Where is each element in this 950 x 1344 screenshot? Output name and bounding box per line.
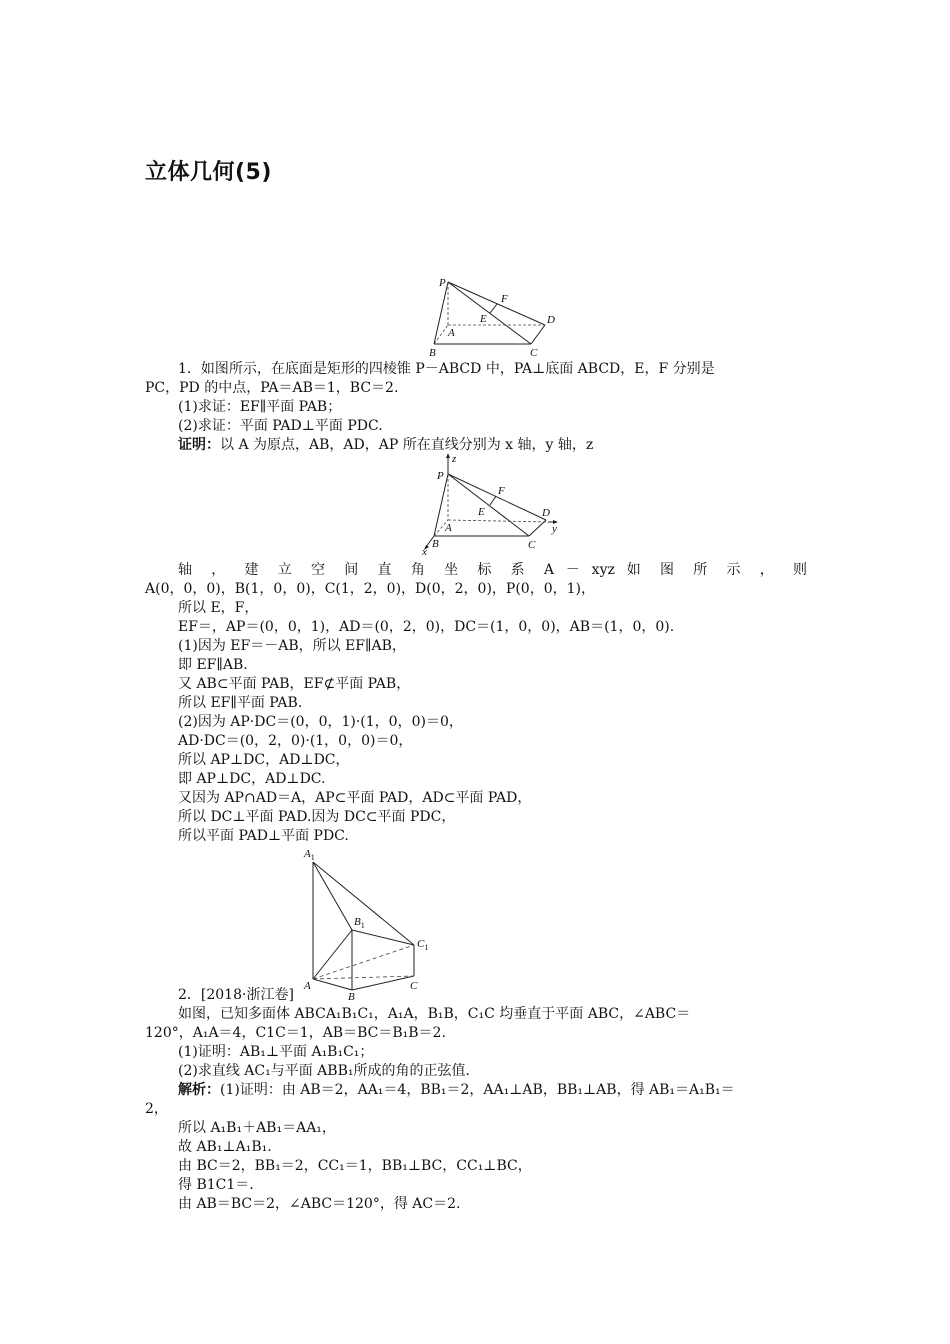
- problem2-part2: (2)求直线 AC₁与平面 ABB₁所成的角的正弦值.: [178, 1063, 470, 1079]
- problem1-part1: (1)求证：EF∥平面 PAB；: [178, 399, 342, 415]
- analysis-line: 由 AB＝BC＝2，∠ABC＝120°，得 AC＝2.: [178, 1196, 461, 1212]
- proof-line: (1)因为 EF＝－AB，所以 EF∥AB，: [178, 638, 406, 654]
- problem1-statement: 1．如图所示，在底面是矩形的四棱锥 P－ABCD 中，PA⊥底面 ABCD，E，F 分别是: [178, 361, 715, 377]
- problem2-part1: (1)证明：AB₁⊥平面 A₁B₁C₁；: [178, 1044, 374, 1060]
- analysis-label: 解析：: [178, 1082, 220, 1098]
- label-C: C: [528, 539, 536, 551]
- label-F: F: [501, 293, 508, 305]
- label-D: D: [542, 507, 550, 519]
- label-B: B: [348, 991, 355, 1003]
- label-A: A: [445, 522, 452, 534]
- label-B: B: [432, 538, 439, 550]
- proof-line: 所以 EF∥平面 PAB.: [178, 695, 303, 711]
- label-E: E: [480, 313, 487, 325]
- analysis-line: 由 BC＝2，BB₁＝2，CC₁＝1，BB₁⊥BC，CC₁⊥BC，: [178, 1158, 532, 1174]
- problem2-source: 2．[2018·浙江卷]: [178, 987, 294, 1003]
- proof-intro: 证明：以 A 为原点，AB，AD，AP 所在直线分别为 x 轴，y 轴，z: [178, 437, 594, 453]
- polyhedron-figure: [296, 845, 441, 1003]
- proof-line: EF＝，AP＝(0，0，1)，AD＝(0，2，0)，DC＝(1，0，0)，AB＝(1，0，0).: [178, 619, 675, 635]
- label-A: A: [448, 327, 455, 339]
- analysis-line: 所以 A₁B₁＋AB₁＝AA₁，: [178, 1120, 336, 1136]
- pyramid-figure: [420, 272, 565, 360]
- coord-points: A(0，0，0)，B(1，0，0)，C(1，2，0)，D(0，2，0)，P(0，0，1)，: [145, 581, 595, 597]
- axis-label-z: z: [452, 453, 457, 465]
- proof-line: 又因为 AP∩AD＝A，AP⊂平面 PAD，AD⊂平面 PAD，: [178, 790, 532, 806]
- analysis-line: 故 AB₁⊥A₁B₁.: [178, 1139, 272, 1155]
- coord-setup: 轴 ， 建 立 空 间 直 角 坐 标 系 A － xyz 如 图 所 示 ， 则: [178, 562, 807, 578]
- proof-line: 即 AP⊥DC，AD⊥DC.: [178, 771, 326, 787]
- label-E: E: [478, 506, 485, 518]
- page-title: 立体几何(5): [145, 160, 272, 185]
- proof-label: 证明：: [178, 437, 220, 453]
- label-P: P: [437, 470, 444, 482]
- problem2-statement: 如图，已知多面体 ABCA₁B₁C₁，A₁A，B₁B，C₁C 均垂直于平面 ABC，∠ABC＝: [178, 1006, 691, 1022]
- label-P: P: [439, 277, 446, 289]
- analysis-intro: 解析：(1)证明：由 AB＝2，AA₁＝4，BB₁＝2，AA₁⊥AB，BB₁⊥AB，得 AB₁＝A₁B₁＝: [178, 1082, 735, 1098]
- label-B: B: [429, 347, 436, 359]
- proof-line: 又 AB⊂平面 PAB，EF⊄平面 PAB，: [178, 676, 411, 692]
- label-F: F: [498, 485, 505, 497]
- proof-line: 所以 E，F，: [178, 600, 259, 616]
- coordinate-figure: [418, 452, 568, 558]
- proof-line: 所以 AP⊥DC，AD⊥DC，: [178, 752, 350, 768]
- proof-line: 所以 DC⊥平面 PAD.因为 DC⊂平面 PDC，: [178, 809, 456, 825]
- proof-line: (2)因为 AP·DC＝(0，0，1)·(1，0，0)＝0，: [178, 714, 463, 730]
- proof-line: AD·DC＝(0，2，0)·(1，0，0)＝0，: [178, 733, 413, 749]
- axis-label-y: y: [552, 523, 557, 535]
- label-A1: $A_1$: [304, 848, 315, 862]
- analysis-line: 得 B1C1＝.: [178, 1177, 254, 1193]
- label-D: D: [547, 314, 555, 326]
- problem1-given: PC，PD 的中点，PA＝AB＝1，BC＝2.: [145, 380, 399, 396]
- label-B1: $B_1$: [354, 916, 365, 930]
- problem1-part2: (2)求证：平面 PAD⊥平面 PDC.: [178, 418, 383, 434]
- label-A: A: [304, 980, 311, 992]
- proof-line: 即 EF∥AB.: [178, 657, 248, 673]
- label-C: C: [530, 347, 538, 359]
- label-C: C: [410, 980, 418, 992]
- problem2-given: 120°，A₁A＝4，C1C＝1，AB＝BC＝B₁B＝2.: [145, 1025, 446, 1041]
- axis-label-x: x: [422, 546, 427, 558]
- analysis-line: 2，: [145, 1101, 168, 1117]
- label-C1: $C_1$: [417, 938, 429, 952]
- proof-line: 所以平面 PAD⊥平面 PDC.: [178, 828, 349, 844]
